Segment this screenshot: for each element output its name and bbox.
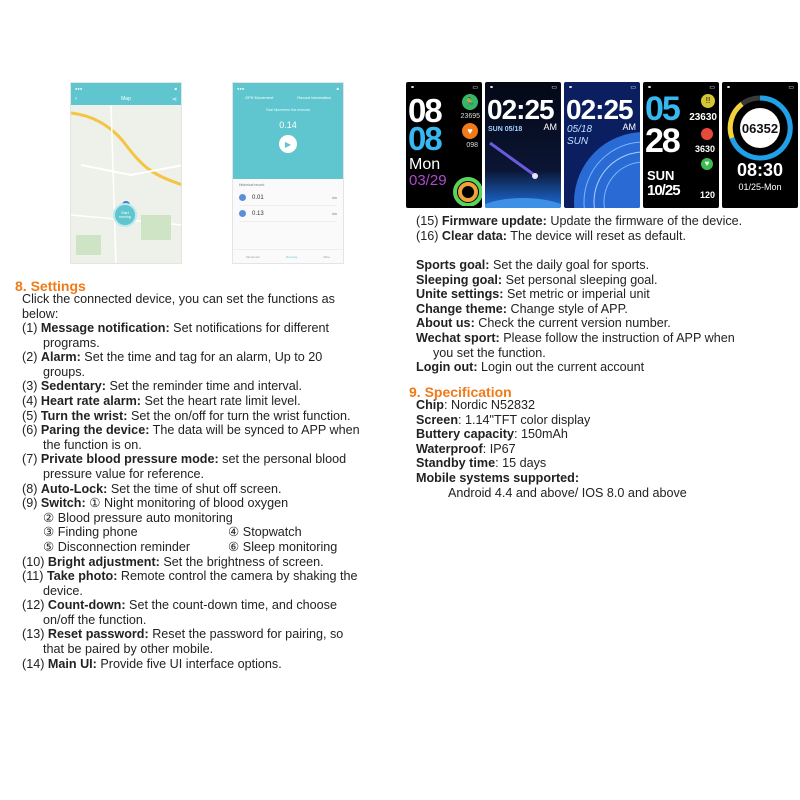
- item-text: Provide five UI interface options.: [100, 656, 282, 671]
- tab-gps-movement[interactable]: GPS Movement: [244, 95, 274, 100]
- spec-label: Screen: [416, 412, 459, 427]
- list-item: [22, 555, 360, 570]
- item-cont: that be paired by other mobile.: [43, 642, 214, 657]
- item-text: set the personal blood: [222, 452, 347, 467]
- list-item: [416, 214, 742, 229]
- settings-heading: 8. Settings: [15, 278, 86, 294]
- item-text: Set the count-down time, and choose: [129, 598, 337, 613]
- switch-item: [22, 496, 360, 511]
- intro-line-2: below:: [22, 306, 59, 321]
- spec-row: Standby time: 15 days: [416, 456, 547, 471]
- item-text: Reset the password for pairing, so: [152, 627, 344, 642]
- watch-date: SUN 05/18: [488, 126, 523, 133]
- list-item: [416, 302, 735, 317]
- phone-sport-screenshot: [232, 82, 344, 264]
- item-text: Set the time and tag for an alarm, Up to 20: [84, 350, 323, 365]
- watch-face-5: [722, 82, 798, 208]
- steps-icon: !!: [701, 94, 715, 108]
- item-num: (5): [22, 408, 38, 423]
- watch-time: 02:25: [487, 94, 554, 125]
- settings-list: [22, 321, 360, 671]
- list-item: [22, 423, 360, 438]
- settings-intro: [22, 292, 335, 321]
- switch-option: ⑤ Disconnection reminder: [43, 539, 191, 554]
- list-item[interactable]: [239, 206, 337, 222]
- battery-icon: ▭: [551, 85, 557, 91]
- item-cont: the function is on.: [43, 437, 142, 452]
- item-num: (2): [22, 350, 38, 365]
- item-label: Main UI:: [47, 656, 97, 671]
- watch-hour: 05: [645, 90, 679, 128]
- battery-icon: ▭: [472, 85, 478, 91]
- share-icon: ⋖: [171, 96, 177, 103]
- list-item: [416, 229, 742, 244]
- bluetooth-icon: ⚭: [726, 85, 732, 91]
- tab-record-information[interactable]: Record information: [297, 95, 331, 100]
- list-item: [22, 657, 360, 672]
- list-item: [22, 379, 360, 394]
- flame-icon: [701, 128, 713, 140]
- watch-face-4: [643, 82, 719, 208]
- item-num: (8): [22, 481, 38, 496]
- spec-value: 150mAh: [521, 427, 568, 442]
- item-label: Firmware update:: [441, 214, 547, 228]
- item-num: (4): [22, 393, 38, 408]
- item-text: Set metric or imperial unit: [506, 287, 650, 302]
- run-icon: [239, 194, 246, 201]
- spec-value: Nordic N52832: [450, 398, 535, 412]
- item-cont: groups.: [43, 364, 86, 379]
- item-label: Alarm:: [40, 350, 81, 365]
- spec-row: Waterproof: IP67: [416, 441, 516, 456]
- list-item: [22, 569, 360, 584]
- watch-hour: 08: [408, 92, 441, 129]
- item-label: Take photo:: [46, 569, 118, 584]
- sport-header: [233, 83, 343, 179]
- spec-label: Chip: [416, 398, 444, 412]
- item-cont: programs.: [43, 335, 100, 350]
- watch-steps: 23695: [460, 113, 480, 120]
- play-icon: ▶: [284, 139, 292, 149]
- item-text: Update the firmware of the device.: [550, 214, 743, 228]
- item-text: Remote control the camera by shaking the: [120, 569, 358, 584]
- spec-row: Buttery capacity: 150mAh: [416, 427, 568, 442]
- item-num: (15): [416, 214, 439, 228]
- watch-face-3: [564, 82, 640, 208]
- item-num: (13): [22, 627, 45, 642]
- run-icon: 🏃: [462, 94, 478, 110]
- heart-icon: ♥: [462, 123, 478, 139]
- item-text: The device will reset as default.: [510, 228, 686, 243]
- switch-option: ⑥ Sleep monitoring: [228, 539, 338, 554]
- spec-value: 1.14"TFT color display: [465, 412, 591, 427]
- spec-value: Android 4.4 and above/ IOS 8.0 and above: [448, 485, 687, 500]
- sport-total-km: 0.14: [279, 120, 297, 130]
- item-text: Set the time of shut off screen.: [110, 481, 282, 496]
- list-item: [22, 452, 360, 467]
- item-text: Change style of APP.: [510, 301, 628, 316]
- activity-rings: [442, 166, 482, 206]
- spec-row: Screen: 1.14"TFT color display: [416, 412, 591, 427]
- item-num: (7): [22, 452, 38, 467]
- spec-value: IP67: [489, 441, 516, 456]
- list-item: [416, 287, 735, 302]
- phone-nav-bar: [71, 93, 181, 105]
- item-num: (3): [22, 379, 38, 394]
- item-text: Please follow the instruction of APP when: [503, 330, 735, 345]
- item-label: Sedentary:: [40, 379, 106, 394]
- item-label: About us:: [416, 316, 475, 331]
- item-num: (6): [22, 423, 38, 438]
- item-num: (1): [22, 321, 38, 335]
- item-label: Auto-Lock:: [40, 481, 108, 496]
- history-value: 0.01: [252, 194, 264, 201]
- watch-face-2: [485, 82, 561, 208]
- watch-minute: 28: [645, 122, 679, 160]
- tab-running[interactable]: Running: [286, 254, 298, 259]
- item-text: Login out the current account: [481, 360, 645, 375]
- item-label: Unite settings:: [416, 287, 504, 302]
- watch-steps: 23630: [689, 112, 717, 123]
- item-label: Login out:: [416, 360, 478, 375]
- specification-list: [416, 398, 687, 500]
- run-icon: [239, 210, 246, 217]
- list-item: [22, 598, 360, 613]
- phone-status-bar: ●●● ■: [71, 83, 181, 93]
- comet-graphic: [485, 138, 561, 208]
- item-label: Wechat sport:: [416, 330, 500, 345]
- watch-heart-rate: 098: [466, 142, 478, 149]
- list-item: [22, 394, 360, 409]
- watch-kcal: 3630: [694, 144, 715, 154]
- spec-row: [416, 471, 687, 486]
- item-label: Change theme:: [416, 301, 507, 316]
- watch-time: 02:25: [566, 94, 633, 125]
- watch-status: [489, 84, 557, 91]
- spec-value: 15 days: [502, 456, 547, 471]
- item-text: Set the heart rate limit level.: [144, 393, 301, 408]
- item-label: Sleeping goal:: [416, 272, 503, 287]
- item-num: (12): [22, 598, 45, 613]
- watch-day: SUN: [647, 168, 675, 183]
- history-unit: km: [332, 195, 337, 200]
- item-text: Set personal sleeping goal.: [505, 272, 658, 287]
- app-settings-list: [416, 258, 735, 375]
- item-label: Paring the device:: [40, 423, 150, 438]
- settings-list-continued: [416, 214, 742, 243]
- list-item: [22, 482, 360, 497]
- switch-option: ④ Stopwatch: [228, 525, 302, 540]
- watch-status: [410, 84, 478, 91]
- history-value: 0.13: [252, 210, 264, 217]
- item-label: Message notification:: [40, 321, 170, 335]
- bluetooth-icon: ⚭: [647, 85, 653, 91]
- map-view: [71, 105, 181, 263]
- item-text: Set notifications for different: [173, 321, 330, 335]
- item-label: Reset password:: [47, 627, 149, 642]
- tab-mine[interactable]: Mine: [323, 254, 330, 259]
- item-num: (14): [22, 656, 45, 671]
- phone-tab-bar: [233, 249, 343, 263]
- heart-icon: ♥: [701, 158, 713, 170]
- switch-row: [22, 540, 360, 555]
- watch-status: [568, 84, 636, 91]
- play-button[interactable]: [279, 135, 297, 153]
- watch-steps: 06352: [741, 121, 779, 136]
- battery-icon: ▭: [709, 85, 715, 91]
- tab-movement[interactable]: Movement: [246, 254, 261, 259]
- watch-minute: 08: [408, 120, 441, 157]
- item-label: Count-down:: [47, 598, 126, 613]
- phone-status-bar: ●●● ■: [233, 83, 343, 93]
- sport-tabs: [233, 93, 343, 100]
- list-item: [416, 331, 735, 346]
- item-num: (16): [416, 228, 439, 243]
- item-label: Switch:: [40, 496, 86, 511]
- list-item: [416, 258, 735, 273]
- sport-subtitle: Total kilometers this exercise: [265, 108, 311, 112]
- watch-face-1: [406, 82, 482, 208]
- bluetooth-icon: ⚭: [410, 85, 416, 91]
- list-item: [416, 316, 735, 331]
- watch-time: 08:30: [736, 160, 784, 180]
- item-label: Bright adjustment:: [47, 554, 160, 569]
- item-cont: pressure value for reference.: [43, 466, 205, 481]
- map-roads: [71, 105, 182, 264]
- item-num: (9): [22, 496, 38, 511]
- history-unit: km: [332, 211, 337, 216]
- item-label: Turn the wrist:: [40, 408, 128, 423]
- list-item: [22, 627, 360, 642]
- list-item[interactable]: [239, 190, 337, 206]
- watch-ampm: AM: [543, 122, 557, 132]
- watch-day: Mon: [409, 156, 441, 173]
- history-label: Historical record: [239, 183, 265, 187]
- item-text: Check the current version number.: [478, 316, 671, 331]
- switch-row: [22, 525, 360, 540]
- item-num: (11): [22, 569, 44, 584]
- back-icon: ‹: [75, 96, 77, 102]
- switch-option: ② Blood pressure auto monitoring: [43, 510, 233, 525]
- history-list: [233, 179, 343, 226]
- watch-date: 05/18: [567, 124, 593, 135]
- bluetooth-icon: ⚭: [568, 85, 574, 91]
- list-item: [416, 360, 735, 375]
- switch-option: ③ Finding phone: [43, 525, 138, 540]
- battery-icon: ▭: [788, 85, 794, 91]
- spec-label: Mobile systems supported:: [416, 470, 580, 485]
- spec-row: Chip: Nordic N52832: [416, 398, 535, 412]
- watch-day: SUN: [567, 136, 589, 147]
- item-label: Clear data:: [441, 228, 507, 243]
- watch-date: 10/25: [647, 182, 680, 199]
- item-label: Heart rate alarm:: [40, 393, 142, 408]
- item-cont: you set the function.: [433, 345, 546, 360]
- item-cont: device.: [43, 583, 83, 598]
- battery-icon: ▭: [630, 85, 636, 91]
- item-text: Set the daily goal for sports.: [492, 258, 650, 272]
- list-item: [22, 350, 360, 365]
- item-num: (10): [22, 554, 45, 569]
- item-cont: on/off the function.: [43, 612, 147, 627]
- watch-ampm: AM: [622, 122, 636, 132]
- list-item: [416, 273, 735, 288]
- spec-label: Buttery capacity: [416, 427, 514, 442]
- list-item: [22, 321, 360, 336]
- start-running-label: Start running: [119, 211, 131, 219]
- bluetooth-icon: ⚭: [489, 85, 495, 91]
- spec-label: Standby time: [416, 456, 496, 471]
- watch-date: 03/29: [409, 172, 447, 189]
- item-text: Set the reminder time and interval.: [109, 379, 302, 394]
- specification-heading: 9. Specification: [409, 384, 512, 400]
- item-text: Set the brightness of screen.: [163, 554, 324, 569]
- list-item: [22, 409, 360, 424]
- watch-heart-rate: 120: [699, 190, 715, 200]
- phone-title: Map: [121, 96, 131, 102]
- item-label: Private blood pressure mode:: [40, 452, 219, 467]
- spec-label: Waterproof: [416, 441, 483, 456]
- switch-option: ① Night monitoring of blood oxygen: [89, 496, 289, 511]
- start-running-button[interactable]: [113, 203, 137, 227]
- item-text: The data will be synced to APP when: [152, 423, 360, 438]
- intro-line-1: Click the connected device, you can set the functions as: [22, 292, 335, 306]
- watch-date: 01/25-Mon: [738, 182, 782, 192]
- phone-map-screenshot: [70, 82, 182, 264]
- item-label: Sports goal:: [416, 258, 490, 272]
- item-text: Set the on/off for turn the wrist function.: [130, 408, 351, 423]
